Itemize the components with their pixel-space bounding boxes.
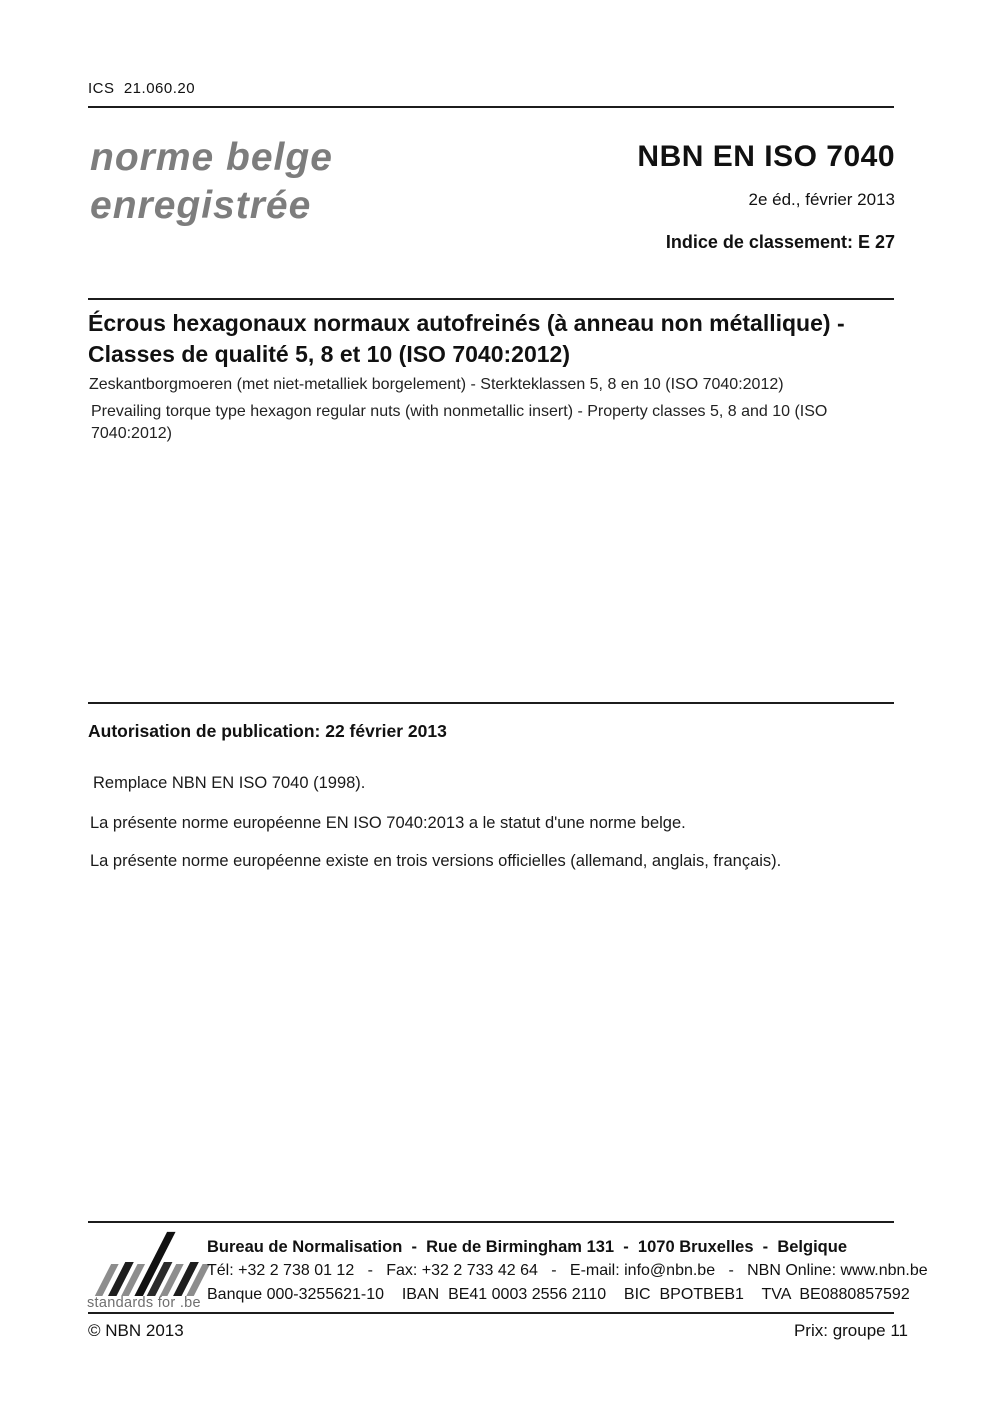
document-type-line1: norme belge [90, 136, 333, 179]
document-type-line2: enregistrée [90, 184, 312, 227]
versions-note: La présente norme européenne existe en trois versions officielles (allemand, anglais, français). [90, 852, 782, 870]
document-number: NBN EN ISO 7040 [637, 140, 895, 173]
title-french [88, 308, 845, 370]
divider-title [88, 298, 894, 300]
divider-top [88, 106, 894, 108]
divider-authorization [88, 702, 894, 704]
title-dutch: Zeskantborgmoeren (met niet-metalliek borgelement) - Sterkteklassen 5, 8 en 10 (ISO 7040:2012) [89, 376, 784, 393]
footer-bank-details: Banque 000-3255621-10 IBAN BE41 0003 2556 2110 BIC BPOTBEB1 TVA BE0880857592 [207, 1286, 910, 1303]
ics-code: ICS 21.060.20 [88, 80, 196, 97]
edition-date: 2e éd., février 2013 [748, 190, 895, 209]
classification-index: Indice de classement: E 27 [665, 232, 895, 252]
title-english: Prevailing torque type hexagon regular nuts (with nonmetallic insert) - Property classes 5, 8 and 10 (ISO 7040:2012) [91, 403, 828, 442]
status-note: La présente norme européenne EN ISO 7040:2013 a le statut d'une norme belge. [90, 814, 686, 832]
nbn-logo-icon [88, 1230, 216, 1296]
price-group: Prix: groupe 11 [793, 1321, 908, 1340]
title-french-line1: Écrous hexagonaux normaux autofreinés (à anneau non métallique) - [88, 310, 845, 336]
footer-contact: Tél: +32 2 738 01 12 - Fax: +32 2 733 42 64 - E-mail: info@nbn.be - NBN Online: www.nbn.be [207, 1262, 928, 1279]
divider-footer [88, 1221, 894, 1223]
footer-address: Bureau de Normalisation - Rue de Birmingham 131 - 1070 Bruxelles - Belgique [207, 1238, 848, 1256]
nbn-logo-tagline: standards for .be [87, 1295, 201, 1311]
divider-copyright [88, 1312, 894, 1314]
document-type-heading [90, 134, 333, 230]
title-french-line2: Classes de qualité 5, 8 et 10 (ISO 7040:2012) [88, 341, 570, 367]
publication-authorization: Autorisation de publication: 22 février 2013 [88, 721, 447, 741]
copyright-notice: © NBN 2013 [88, 1321, 184, 1340]
replaces-note: Remplace NBN EN ISO 7040 (1998). [93, 774, 366, 792]
